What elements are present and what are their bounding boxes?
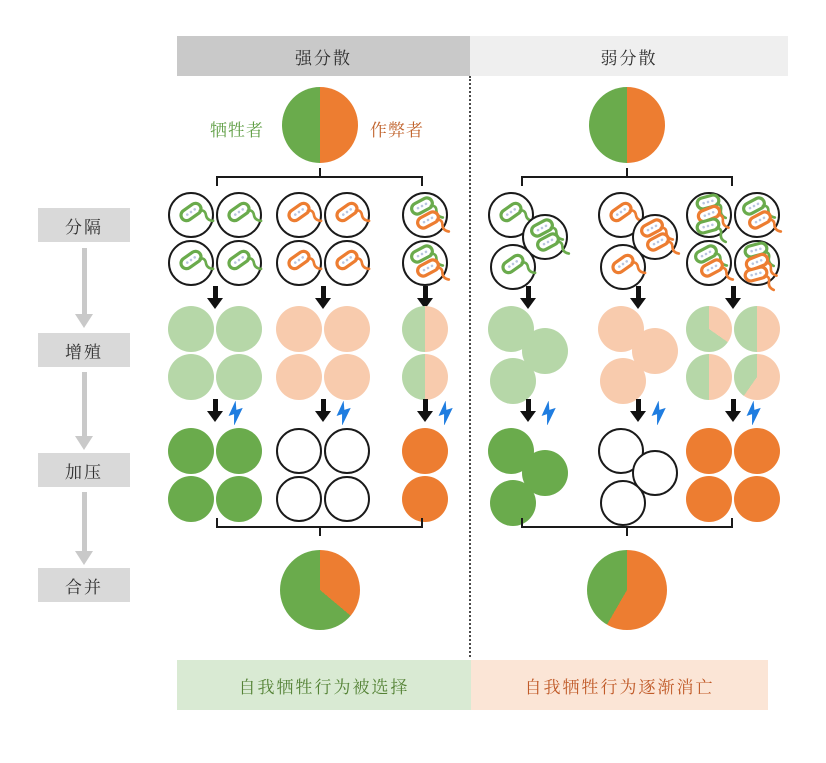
dead-population-circle: [276, 476, 322, 522]
legend-sacrificer-label: 牺牲者: [210, 121, 264, 140]
pressured-population-group: [598, 428, 678, 526]
mixed-population-circle: [686, 306, 732, 352]
petri-dish: [216, 240, 262, 286]
cheater-bacterium-icon: [334, 248, 368, 283]
grown-cheater-circle: [276, 306, 322, 352]
bracket-tick: [319, 526, 321, 536]
bracket-tick: [626, 168, 628, 178]
grown-sacrificer-circle: [168, 354, 214, 400]
petri-dish: [402, 240, 448, 286]
down-arrow-icon: [520, 399, 536, 422]
petri-dish: [402, 192, 448, 238]
cheater-bacterium-icon: [743, 265, 773, 296]
column-divider-dotted-line: [469, 76, 471, 657]
petri-dish: [168, 192, 214, 238]
petri-dish: [734, 240, 780, 286]
mixed-population-circle: [402, 354, 448, 400]
petri-dish: [686, 192, 732, 238]
merged-population-pie-strong: [280, 550, 360, 630]
lightning-stress-icon: [539, 401, 559, 425]
grown-sacrificer-circle: [216, 354, 262, 400]
down-arrow-icon: [725, 399, 741, 422]
arrow-stem: [82, 492, 87, 553]
surviving-sacrificer-circle: [168, 428, 214, 474]
arrow-head: [75, 436, 93, 450]
separate-dish-group: [598, 192, 678, 290]
surviving-cheater-circle: [686, 476, 732, 522]
down-arrow-icon: [315, 399, 331, 422]
step-flow-arrow: [75, 372, 93, 450]
surviving-sacrificer-circle: [216, 476, 262, 522]
grown-population-group: [598, 306, 678, 404]
legend-cheater-label: 作弊者: [370, 121, 424, 140]
initial-population-pie-weak: [589, 87, 665, 163]
lightning-stress-icon: [334, 401, 354, 425]
dead-population-circle: [276, 428, 322, 474]
step-flow-arrow: [75, 492, 93, 565]
grown-cheater-circle: [600, 358, 646, 404]
surviving-sacrificer-circle: [168, 476, 214, 522]
petri-dish: [734, 192, 780, 238]
separate-dish-group: [488, 192, 568, 290]
separate-dish-group: [686, 192, 780, 286]
cheater-bacterium-icon: [334, 200, 368, 235]
sacrificer-bacterium-icon: [500, 252, 534, 287]
outcome-banner-strong: 自我牺牲行为被选择: [177, 660, 471, 710]
cheater-bacterium-icon: [610, 252, 644, 287]
grown-population-group: [402, 306, 448, 400]
petri-dish: [600, 244, 646, 290]
grown-population-group: [686, 306, 780, 400]
sacrificer-bacterium-icon: [226, 248, 260, 283]
arrow-head: [75, 551, 93, 565]
merge-bracket-strong: [216, 518, 423, 528]
arrow-stem: [82, 372, 87, 438]
step-separate-label: 分隔: [38, 208, 130, 242]
separate-dish-group: [168, 192, 262, 286]
mixed-population-circle: [686, 354, 732, 400]
mixed-population-circle: [734, 354, 780, 400]
grown-sacrificer-circle: [168, 306, 214, 352]
petri-dish: [216, 192, 262, 238]
grown-cheater-circle: [276, 354, 322, 400]
outcome-banner-weak: 自我牺牲行为逐渐消亡: [471, 660, 768, 710]
step-grow-label: 增殖: [38, 333, 130, 367]
pressured-population-group: [402, 428, 448, 522]
cheater-bacterium-icon: [286, 200, 320, 235]
pressured-population-group: [168, 428, 262, 522]
mixed-population-circle: [734, 306, 780, 352]
merged-population-pie-weak: [587, 550, 667, 630]
down-arrow-icon: [630, 399, 646, 422]
merge-bracket-weak: [521, 518, 733, 528]
down-arrow-icon: [417, 399, 433, 422]
column-header-strong-dispersal: 强分散: [177, 36, 470, 76]
step-flow-arrow: [75, 248, 93, 328]
bracket-tick: [626, 526, 628, 536]
lightning-stress-icon: [436, 401, 456, 425]
separate-dish-group: [402, 192, 448, 286]
split-bracket-strong: [216, 176, 423, 186]
lightning-stress-icon: [649, 401, 669, 425]
grown-sacrificer-circle: [490, 358, 536, 404]
sacrificer-bacterium-icon: [178, 248, 212, 283]
initial-population-pie-strong: [282, 87, 358, 163]
pressured-population-group: [276, 428, 370, 522]
step-merge-label: 合并: [38, 568, 130, 602]
mixed-population-circle: [402, 306, 448, 352]
dead-population-circle: [324, 428, 370, 474]
arrow-head: [75, 314, 93, 328]
petri-dish: [324, 240, 370, 286]
cheater-bacterium-icon: [286, 248, 320, 283]
split-bracket-weak: [521, 176, 733, 186]
surviving-cheater-circle: [402, 428, 448, 474]
lightning-stress-icon: [226, 401, 246, 425]
pressured-population-group: [686, 428, 780, 522]
separate-dish-group: [276, 192, 370, 286]
column-header-weak-dispersal: 弱分散: [470, 36, 788, 76]
grown-population-group: [168, 306, 262, 400]
grown-sacrificer-circle: [216, 306, 262, 352]
surviving-cheater-circle: [734, 428, 780, 474]
petri-dish: [168, 240, 214, 286]
surviving-cheater-circle: [686, 428, 732, 474]
petri-dish: [490, 244, 536, 290]
lightning-stress-icon: [744, 401, 764, 425]
petri-dish: [276, 192, 322, 238]
grown-population-group: [276, 306, 370, 400]
step-press-label: 加压: [38, 453, 130, 487]
sacrificer-bacterium-icon: [178, 200, 212, 235]
surviving-sacrificer-circle: [216, 428, 262, 474]
sacrificer-bacterium-icon: [226, 200, 260, 235]
surviving-cheater-circle: [402, 476, 448, 522]
pressured-population-group: [488, 428, 568, 526]
petri-dish: [686, 240, 732, 286]
grown-cheater-circle: [324, 306, 370, 352]
petri-dish: [276, 240, 322, 286]
arrow-stem: [82, 248, 87, 316]
surviving-cheater-circle: [734, 476, 780, 522]
dead-population-circle: [324, 476, 370, 522]
petri-dish: [324, 192, 370, 238]
grown-population-group: [488, 306, 568, 404]
down-arrow-icon: [207, 399, 223, 422]
bracket-tick: [319, 168, 321, 178]
grown-cheater-circle: [324, 354, 370, 400]
